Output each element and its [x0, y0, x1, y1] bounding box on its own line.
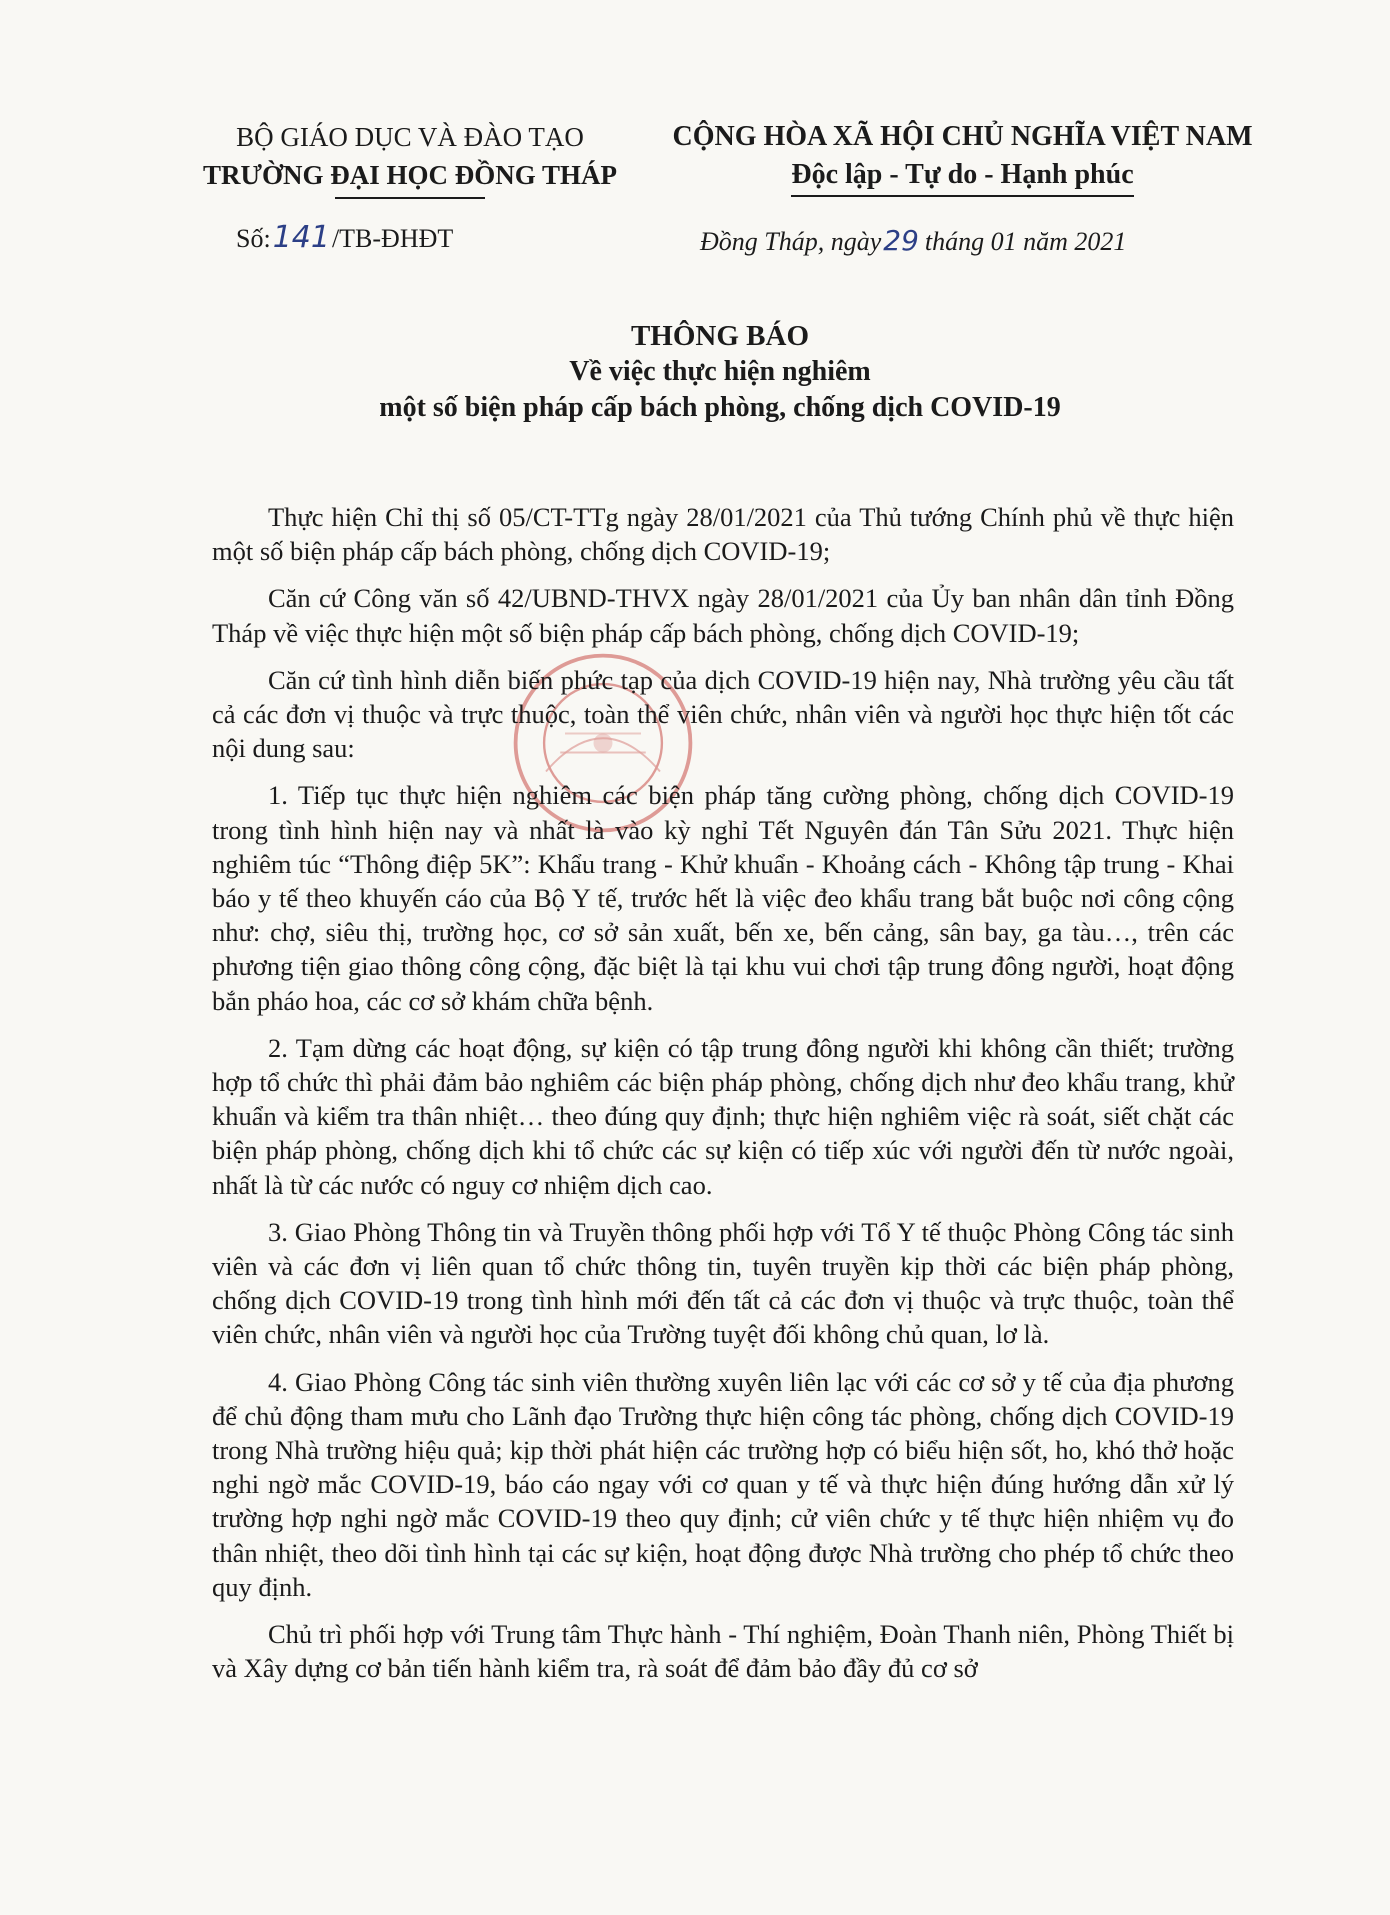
body-paragraph: Căn cứ Công văn số 42/UBND-THVX ngày 28/01/2021 của Ủy ban nhân dân tỉnh Đồng Tháp về việc thực hiện một số biện pháp cấp bách phòng, chống dịch COVID-19;: [212, 583, 1234, 648]
date-day-handwritten: 29: [883, 224, 919, 257]
doc-number-prefix: Số:: [236, 224, 271, 253]
issuing-organization: [150, 118, 670, 199]
title-line-1: THÔNG BÁO: [630, 320, 810, 352]
body-paragraph: Căn cứ tình hình diễn biến phức tạp của dịch COVID-19 hiện nay, Nhà trường yêu cầu tất cả các đơn vị thuộc và trực thuộc, toàn thể viên chức, nhân viên và người học thực hiện tốt các nội dung sau:: [212, 664, 1234, 764]
date-rest: tháng 01 năm 2021: [924, 227, 1127, 256]
country-name: CỘNG HÒA XÃ HỘI CHỦ NGHĨA VIỆT NAM: [672, 121, 1253, 152]
doc-number-suffix: /TB-ĐHĐT: [331, 224, 454, 253]
ministry-name: BỘ GIÁO DỤC VÀ ĐÀO TẠO: [236, 122, 584, 152]
date-place-prefix: Đồng Tháp, ngày: [700, 227, 882, 256]
title-line-2: Về việc thực hiện nghiêm: [569, 356, 871, 387]
document-number: [236, 220, 453, 255]
document-title: [150, 318, 1290, 426]
university-name: TRƯỜNG ĐẠI HỌC ĐỒNG THÁP: [202, 160, 618, 190]
date-line: [700, 224, 1126, 257]
body-paragraph: 4. Giao Phòng Công tác sinh viên thường xuyên liên lạc với các cơ sở y tế của địa phương để chủ động tham mưu cho Lãnh đạo Trường thực hiện công tác phòng, chống dịch COVID-19 trong Nhà trường hiệu quả; kịp thời phát hiện các trường hợp có biểu hiện sốt, ho, khó thở hoặc nghi ngờ mắc COVID-19, báo cáo ngay với cơ quan y tế và thực hiện đúng hướng dẫn xử lý trường hợp nghi ngờ mắc COVID-19 theo quy định; cử viên chức y tế thực hiện nhiệm vụ đo thân nhiệt, theo dõi tình hình tại các sự kiện, hoạt động được Nhà trường cho phép tổ chức theo quy định.: [212, 1366, 1234, 1602]
national-header: [630, 118, 1295, 197]
doc-number-handwritten: 141: [272, 220, 330, 255]
document-body: [212, 500, 1234, 1699]
national-motto: Độc lập - Tự do - Hạnh phúc: [791, 156, 1133, 197]
title-line-3: một số biện pháp cấp bách phòng, chống dịch COVID-19: [379, 392, 1061, 423]
body-paragraph: Thực hiện Chỉ thị số 05/CT-TTg ngày 28/01/2021 của Thủ tướng Chính phủ về thực hiện một số biện pháp cấp bách phòng, chống dịch COVID-19;: [212, 502, 1234, 567]
body-paragraph: 2. Tạm dừng các hoạt động, sự kiện có tập trung đông người khi không cần thiết; trường hợp tổ chức thì phải đảm bảo nghiêm các biện pháp phòng, chống dịch như đeo khẩu trang, khử khuẩn và kiểm tra thân nhiệt… theo đúng quy định; thực hiện nghiêm việc rà soát, siết chặt các biện pháp phòng, chống dịch khi tổ chức các sự kiện có tiếp xúc với người đến từ nước ngoài, nhất là từ các nước có nguy cơ nhiệm dịch cao.: [212, 1032, 1234, 1200]
org-underline: [335, 197, 485, 199]
body-paragraph: Chủ trì phối hợp với Trung tâm Thực hành - Thí nghiệm, Đoàn Thanh niên, Phòng Thiết bị và Xây dựng cơ bản tiến hành kiểm tra, rà soát để đảm bảo đầy đủ cơ sở: [212, 1619, 1234, 1684]
body-paragraph: 3. Giao Phòng Thông tin và Truyền thông phối hợp với Tổ Y tế thuộc Phòng Công tác sinh viên và các đơn vị liên quan tổ chức thông tin, tuyên truyền kịp thời các biện pháp phòng, chống dịch COVID-19 trong tình hình mới đến tất cả các đơn vị thuộc và trực thuộc, toàn thể viên chức, nhân viên và người học của Trường tuyệt đối không chủ quan, lơ là.: [212, 1216, 1234, 1350]
body-paragraph: 1. Tiếp tục thực hiện nghiêm các biện pháp tăng cường phòng, chống dịch COVID-19 trong tình hình hiện nay và nhất là vào kỳ nghỉ Tết Nguyên đán Tân Sửu 2021. Thực hiện nghiêm túc “Thông điệp 5K”: Khẩu trang - Khử khuẩn - Khoảng cách - Không tập trung - Khai báo y tế theo khuyến cáo của Bộ Y tế, trước hết là việc đeo khẩu trang bắt buộc nơi công cộng như: chợ, siêu thị, trường học, cơ sở sản xuất, bến xe, bến cảng, sân bay, ga tàu…, trên các phương tiện giao thông công cộng, đặc biệt là tại khu vui chơi tập trung đông người, hoạt động bắn pháo hoa, các cơ sở khám chữa bệnh.: [212, 780, 1234, 1016]
